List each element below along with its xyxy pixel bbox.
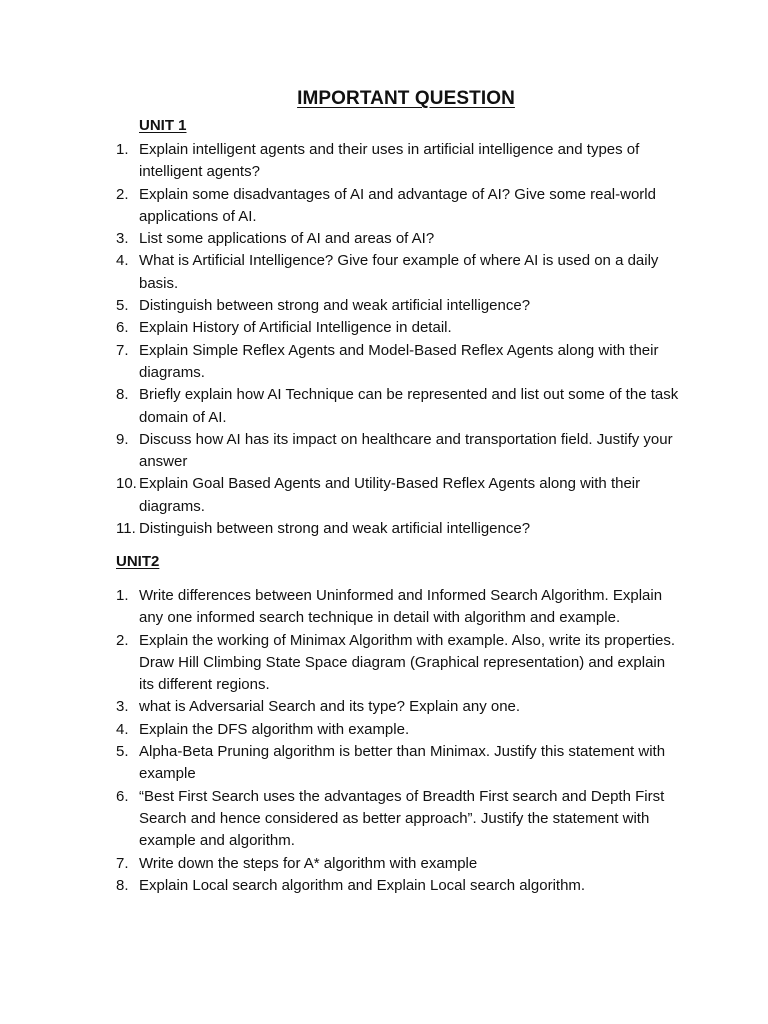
question-number: 8. [116, 876, 129, 894]
list-item [0, 317, 679, 339]
question-text: Briefly explain how AI Technique can be represented and list out some of the task domain of AI. [139, 386, 679, 426]
list-item [0, 384, 679, 429]
unit-1-question-list [0, 139, 768, 540]
question-text: Explain some disadvantages of AI and advantage of AI? Give some real-world applications of AI. [139, 185, 656, 225]
question-number: 2. [116, 631, 129, 649]
list-item [0, 228, 679, 250]
list-item [0, 250, 679, 295]
question-number: 5. [116, 743, 129, 761]
list-item [0, 741, 679, 786]
list-item [0, 139, 679, 184]
list-item [0, 853, 679, 875]
question-number: 3. [116, 698, 129, 716]
question-text: What is Artificial Intelligence? Give four example of where AI is used on a daily basis. [139, 252, 659, 292]
list-item [0, 429, 679, 474]
question-number: 10. [116, 475, 137, 493]
question-number: 1. [116, 141, 129, 158]
list-item [0, 518, 679, 540]
question-text: Explain the DFS algorithm with example. [139, 720, 410, 738]
question-text: Write differences between Uninformed and Informed Search Algorithm. Explain any one informed search technique in detail with algorithm and example. [139, 587, 663, 627]
question-number: 9. [116, 430, 129, 448]
question-number: 2. [116, 185, 129, 203]
question-text: “Best First Search uses the advantages of Breadth First search and Depth First Search and hence considered as better approach”. Justify the statement with example and algorithm. [139, 787, 665, 850]
question-text: List some applications of AI and areas of AI? [139, 230, 435, 248]
list-item [0, 585, 679, 630]
question-text: Alpha-Beta Pruning algorithm is better than Minimax. Justify this statement with example [139, 743, 666, 783]
question-text: Explain Simple Reflex Agents and Model-Based Reflex Agents along with their diagrams. [139, 341, 659, 381]
question-number: 4. [116, 720, 129, 738]
question-number: 8. [116, 386, 129, 404]
question-text: Explain History of Artificial Intelligence in detail. [139, 319, 452, 337]
question-text: Discuss how AI has its impact on healthcare and transportation field. Justify your answer [139, 430, 673, 471]
question-text: Explain Local search algorithm and Explain Local search algorithm. [139, 876, 586, 894]
question-number: 5. [116, 297, 129, 315]
question-number: 1. [116, 587, 129, 604]
question-text: Distinguish between strong and weak artificial intelligence? [139, 297, 531, 315]
list-item [0, 473, 679, 518]
list-item [0, 875, 679, 897]
page-title: IMPORTANT QUESTION [297, 88, 515, 109]
list-item [0, 696, 679, 718]
question-text: Write down the steps for A* algorithm with example [139, 854, 478, 872]
question-number: 3. [116, 230, 129, 248]
question-text: Explain Goal Based Agents and Utility-Based Reflex Agents along with their diagrams. [139, 475, 641, 515]
question-number: 11. [116, 520, 136, 538]
list-item [0, 295, 679, 317]
question-text: Distinguish between strong and weak artificial intelligence? [139, 520, 531, 538]
unit-2-heading: UNIT2 [116, 553, 160, 570]
unit-1-heading: UNIT 1 [139, 117, 187, 134]
question-number: 7. [116, 854, 129, 872]
question-number: 4. [116, 252, 129, 270]
list-item [0, 719, 679, 741]
question-number: 6. [116, 319, 129, 337]
question-text: Explain intelligent agents and their uses in artificial intelligence and types of intelligent agents? [139, 141, 640, 181]
question-text: Explain the working of Minimax Algorithm with example. Also, write its properties. Draw Hill Climbing State Space diagram (Graphical representation) and explain its different regions. [139, 631, 676, 694]
list-item [0, 184, 679, 229]
list-item [0, 630, 679, 697]
question-number: 7. [116, 341, 129, 359]
list-item [0, 340, 679, 385]
question-text: what is Adversarial Search and its type? Explain any one. [139, 698, 521, 716]
question-number: 6. [116, 787, 129, 805]
list-item [0, 786, 679, 853]
unit-2-question-list [0, 585, 768, 897]
